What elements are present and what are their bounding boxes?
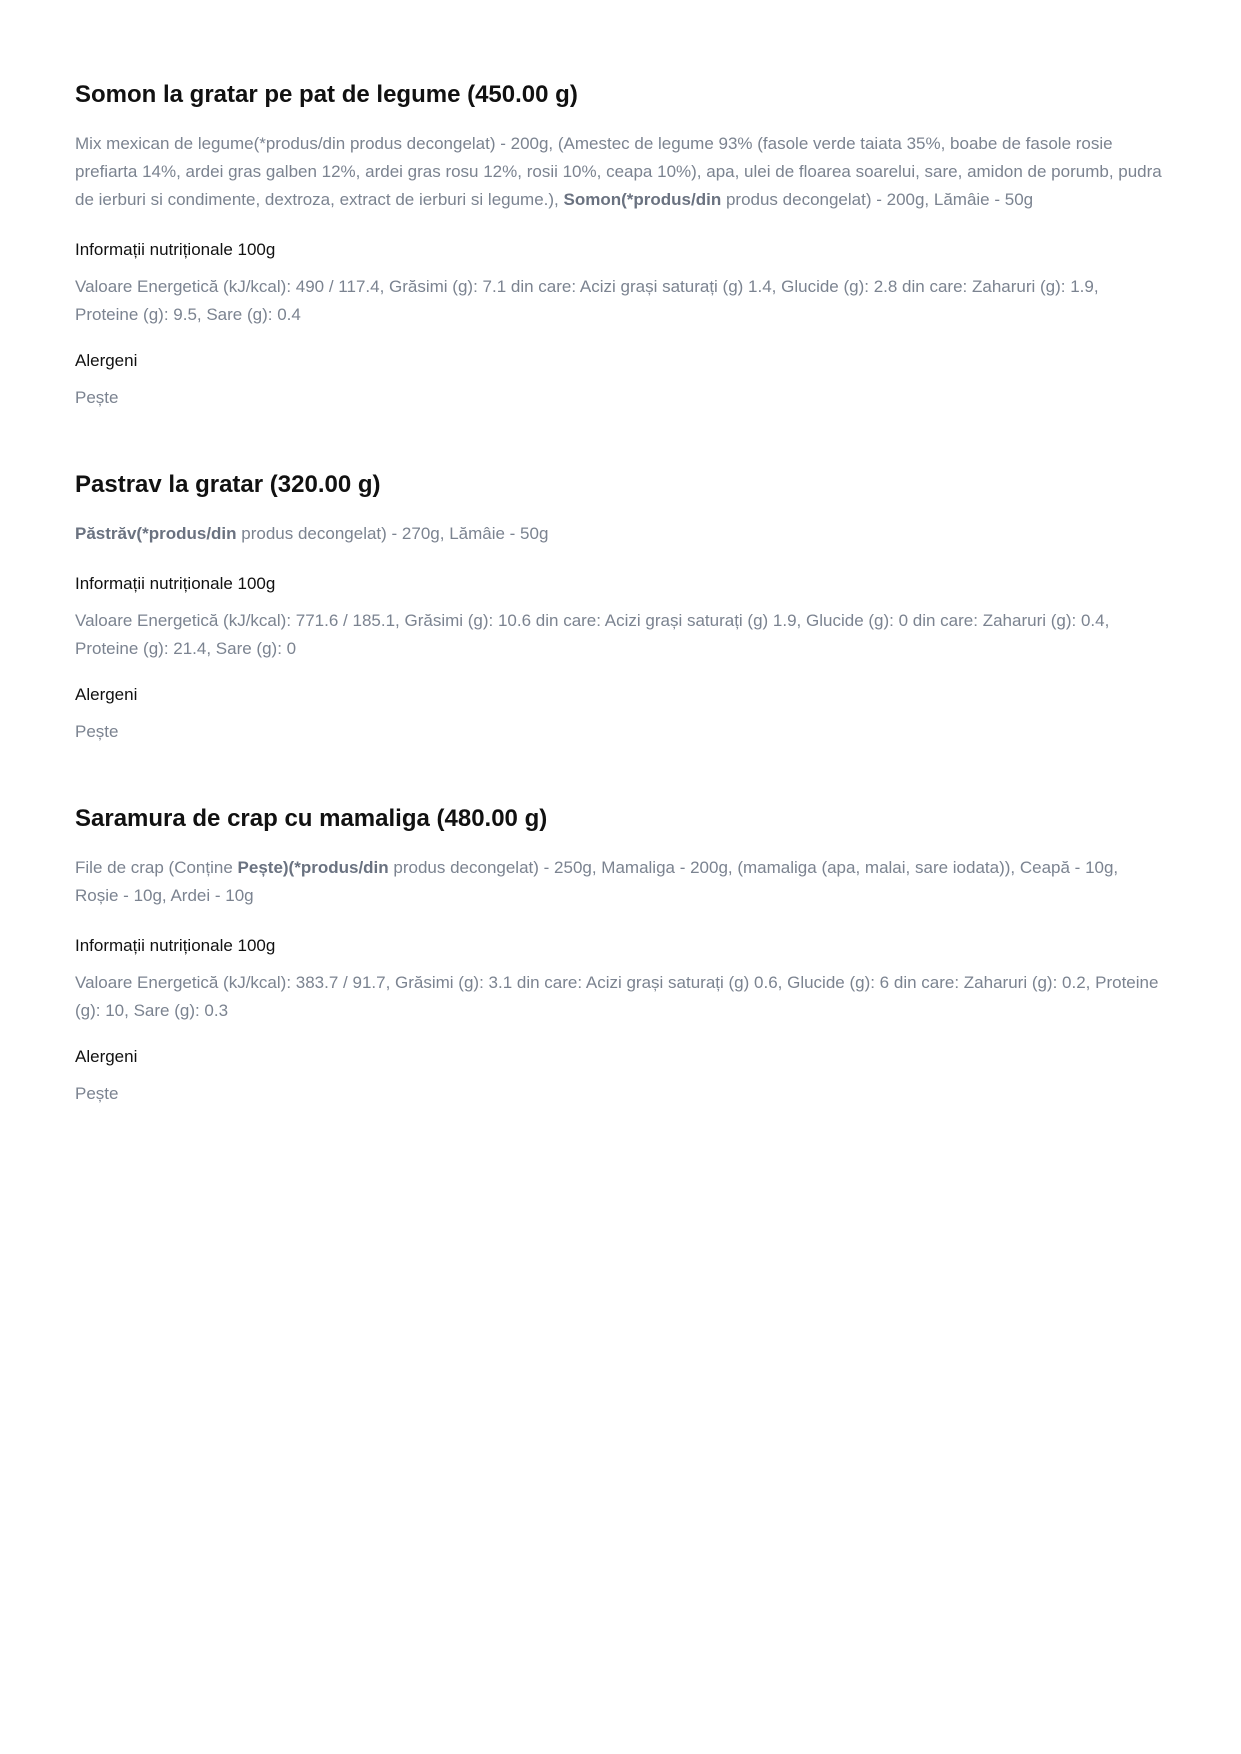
nutrition-heading: Informații nutriționale 100g: [75, 574, 276, 593]
ingredients-text: Mix mexican de legume(*produs/din produs decongelat) - 200g, (Amestec de legume 93% (fasole verde taiata 35%, boabe de fasole rosie prefiarta 14%, ardei gras galben 12%, ardei gras rosu 12%, rosii 10%, ceapa 10%), apa, ulei de floarea soarelui, sare, amidon de porumb, pudra de ierburi si condimente, dextroza, extract de ierburi si legume.),: [75, 134, 1162, 209]
product-card: [75, 80, 1165, 412]
nutrition-values: Valoare Energetică (kJ/kcal): 771.6 / 185.1, Grăsimi (g): 10.6 din care: Acizi grași saturați (g) 1.9, Glucide (g): 0 din care: Zaharuri (g): 0.4, Proteine (g): 21.4, Sare (g): 0: [75, 611, 1110, 658]
product-card: [75, 804, 1165, 1108]
allergens-heading: Alergeni: [75, 351, 138, 370]
allergens-values: Pește: [75, 388, 119, 407]
nutrition-heading: Informații nutriționale 100g: [75, 936, 276, 955]
menu-page: [75, 80, 1165, 1166]
product-ingredients: [75, 520, 1165, 548]
product-title: Saramura de crap cu mamaliga (480.00 g): [75, 805, 548, 832]
allergens-values: Pește: [75, 722, 119, 741]
ingredients-text: produs decongelat) - 250g, Mamaliga - 200g, (mamaliga (apa, malai, sare iodata)), Ceapă - 10g, Roșie - 10g, Ardei - 10g: [75, 858, 1119, 905]
ingredients-text: produs decongelat) - 200g, Lămâie - 50g: [721, 190, 1034, 209]
ingredients-text-bold: Somon(*produs/din: [563, 190, 722, 209]
nutrition-values: Valoare Energetică (kJ/kcal): 383.7 / 91.7, Grăsimi (g): 3.1 din care: Acizi grași saturați (g) 0.6, Glucide (g): 6 din care: Zaharuri (g): 0.2, Proteine (g): 10, Sare (g): 0.3: [75, 973, 1159, 1020]
product-title: Somon la gratar pe pat de legume (450.00 g): [75, 81, 578, 108]
allergens-heading: Alergeni: [75, 1047, 138, 1066]
ingredients-text-bold: Păstrăv(*produs/din: [75, 524, 237, 543]
product-title: Pastrav la gratar (320.00 g): [75, 471, 381, 498]
product-ingredients: [75, 130, 1165, 214]
ingredients-text: File de crap (Conține: [75, 858, 238, 877]
ingredients-text-bold: Pește)(*produs/din: [237, 858, 389, 877]
nutrition-heading: Informații nutriționale 100g: [75, 240, 276, 259]
allergens-values: Pește: [75, 1084, 119, 1103]
nutrition-values: Valoare Energetică (kJ/kcal): 490 / 117.4, Grăsimi (g): 7.1 din care: Acizi grași saturați (g) 1.4, Glucide (g): 2.8 din care: Zaharuri (g): 1.9, Proteine (g): 9.5, Sare (g): 0.4: [75, 277, 1099, 324]
product-ingredients: [75, 854, 1165, 910]
allergens-heading: Alergeni: [75, 685, 138, 704]
product-card: [75, 470, 1165, 746]
ingredients-text: produs decongelat) - 270g, Lămâie - 50g: [236, 524, 549, 543]
